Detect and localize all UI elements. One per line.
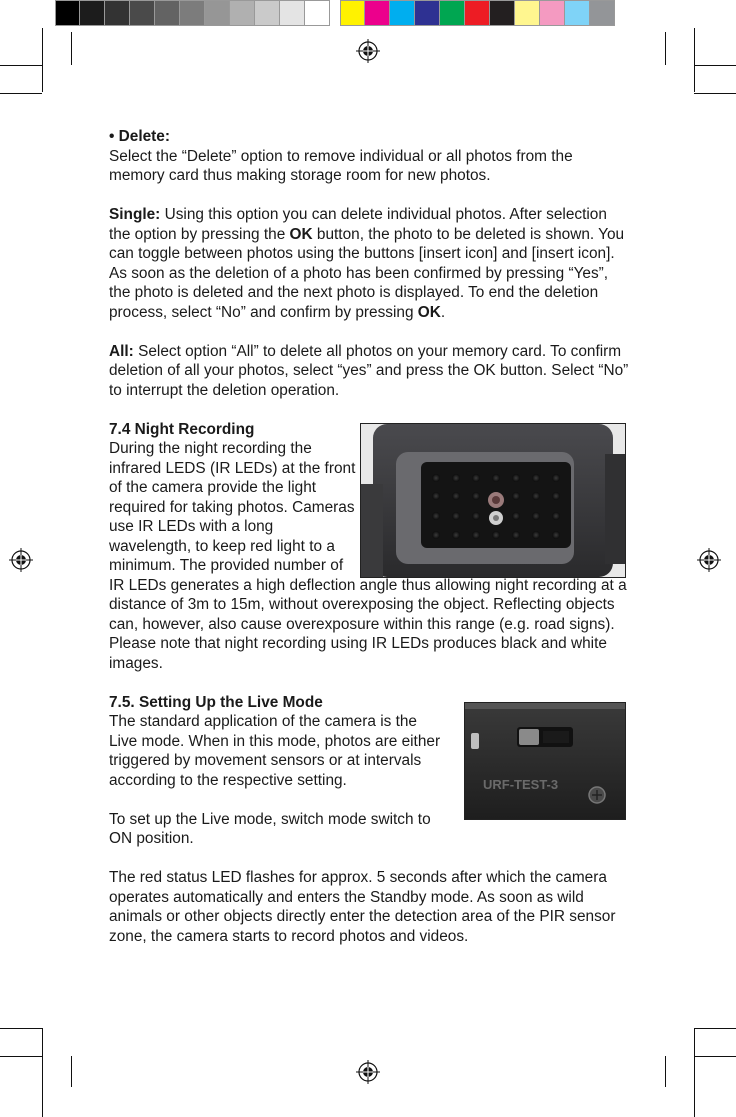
all-label: All: [109,342,134,360]
gray-swatch [255,0,280,26]
crop-mark [665,1056,666,1087]
gray-swatch [305,0,330,26]
gray-swatch [80,0,105,26]
print-color-bar [55,0,615,28]
crop-mark [694,1028,695,1117]
manual-page-content [109,127,629,946]
crop-mark [694,93,736,94]
color-swatch [590,0,615,26]
crop-mark [71,1056,72,1087]
color-swatch [340,0,365,26]
night-recording-heading: 7.4 Night Recording [109,420,255,438]
gray-swatch [280,0,305,26]
crop-mark [694,65,736,66]
color-swatch [515,0,540,26]
gray-swatch [155,0,180,26]
gray-swatch [205,0,230,26]
crop-mark [71,32,72,65]
crop-mark [0,93,42,94]
photo-label: URF-TEST-3 [483,777,559,792]
color-swatch [490,0,515,26]
color-swatch [565,0,590,26]
registration-mark-icon [356,39,380,63]
crop-mark [694,28,695,92]
crop-mark [0,65,42,66]
gray-swatch [105,0,130,26]
crop-mark [694,1028,736,1029]
gray-swatch [130,0,155,26]
live-mode-body: The standard application of the camera is the Live mode. When in this mode, photos are either triggered by movement sensors or at intervals according to the respective setting. To set up the Live mode, switch mode switch to ON position. [109,713,441,847]
single-label: Single: [109,206,161,223]
crop-mark [694,1056,736,1057]
single-paragraph: Single: Using this option you can delete individual photos. After selection the option by pressing the OK button, the photo to be deleted is shown. You can toggle between photos using the buttons [insert icon] and [insert icon]. As soon as the deletion of a photo has been confirmed by pressing “Yes”, the photo is deleted and the next photo is displayed. To end the deletion process, select “No” and confirm by pressing OK. [109,206,625,321]
registration-mark-icon [697,548,721,572]
crop-mark [42,1028,43,1117]
color-swatch [415,0,440,26]
crop-mark [0,1056,42,1057]
crop-mark [0,1028,42,1029]
live-mode-heading: 7.5. Setting Up the Live Mode [109,693,323,711]
gray-swatch [55,0,80,26]
registration-mark-icon [9,548,33,572]
all-paragraph: All: Select option “All” to delete all photos on your memory card. To confirm deletion of all your photos, select “yes” and press the OK button. Select “No” to interrupt the deletion operation. [109,342,629,399]
color-swatch [465,0,490,26]
delete-intro: Select the “Delete” option to remove individual or all photos from the memory card thus making storage room for new photos. [109,147,573,184]
color-swatch [440,0,465,26]
registration-mark-icon [356,1060,380,1084]
crop-mark [665,32,666,65]
color-swatch [390,0,415,26]
gray-swatch [180,0,205,26]
gray-swatch [230,0,255,26]
crop-mark [42,28,43,92]
color-swatch [540,0,565,26]
night-recording-body: During the night recording the infrared LEDS (IR LEDs) at the front of the camera provide the light required for taking photos. Cameras use IR LEDs with a long wavelength, to keep red light to a minimum. The provided number of IR LEDs generates a high deflection angle thus allowing night recording at a distance of 3m to 15m, without overexposing the object. Reflecting objects can, however, also cause overexposure within this range (e.g. road signs). Please note that night recording using IR LEDs produces black and white images. [109,440,627,672]
live-mode-status: The red status LED flashes for approx. 5 seconds after which the camera operates automatically and enters the Standby mode. As soon as wild animals or other objects directly enter the detection area of the PIR sensor zone, the camera starts to record photos and videos. [109,869,616,945]
color-swatch [365,0,390,26]
delete-heading: • Delete: [109,128,170,145]
